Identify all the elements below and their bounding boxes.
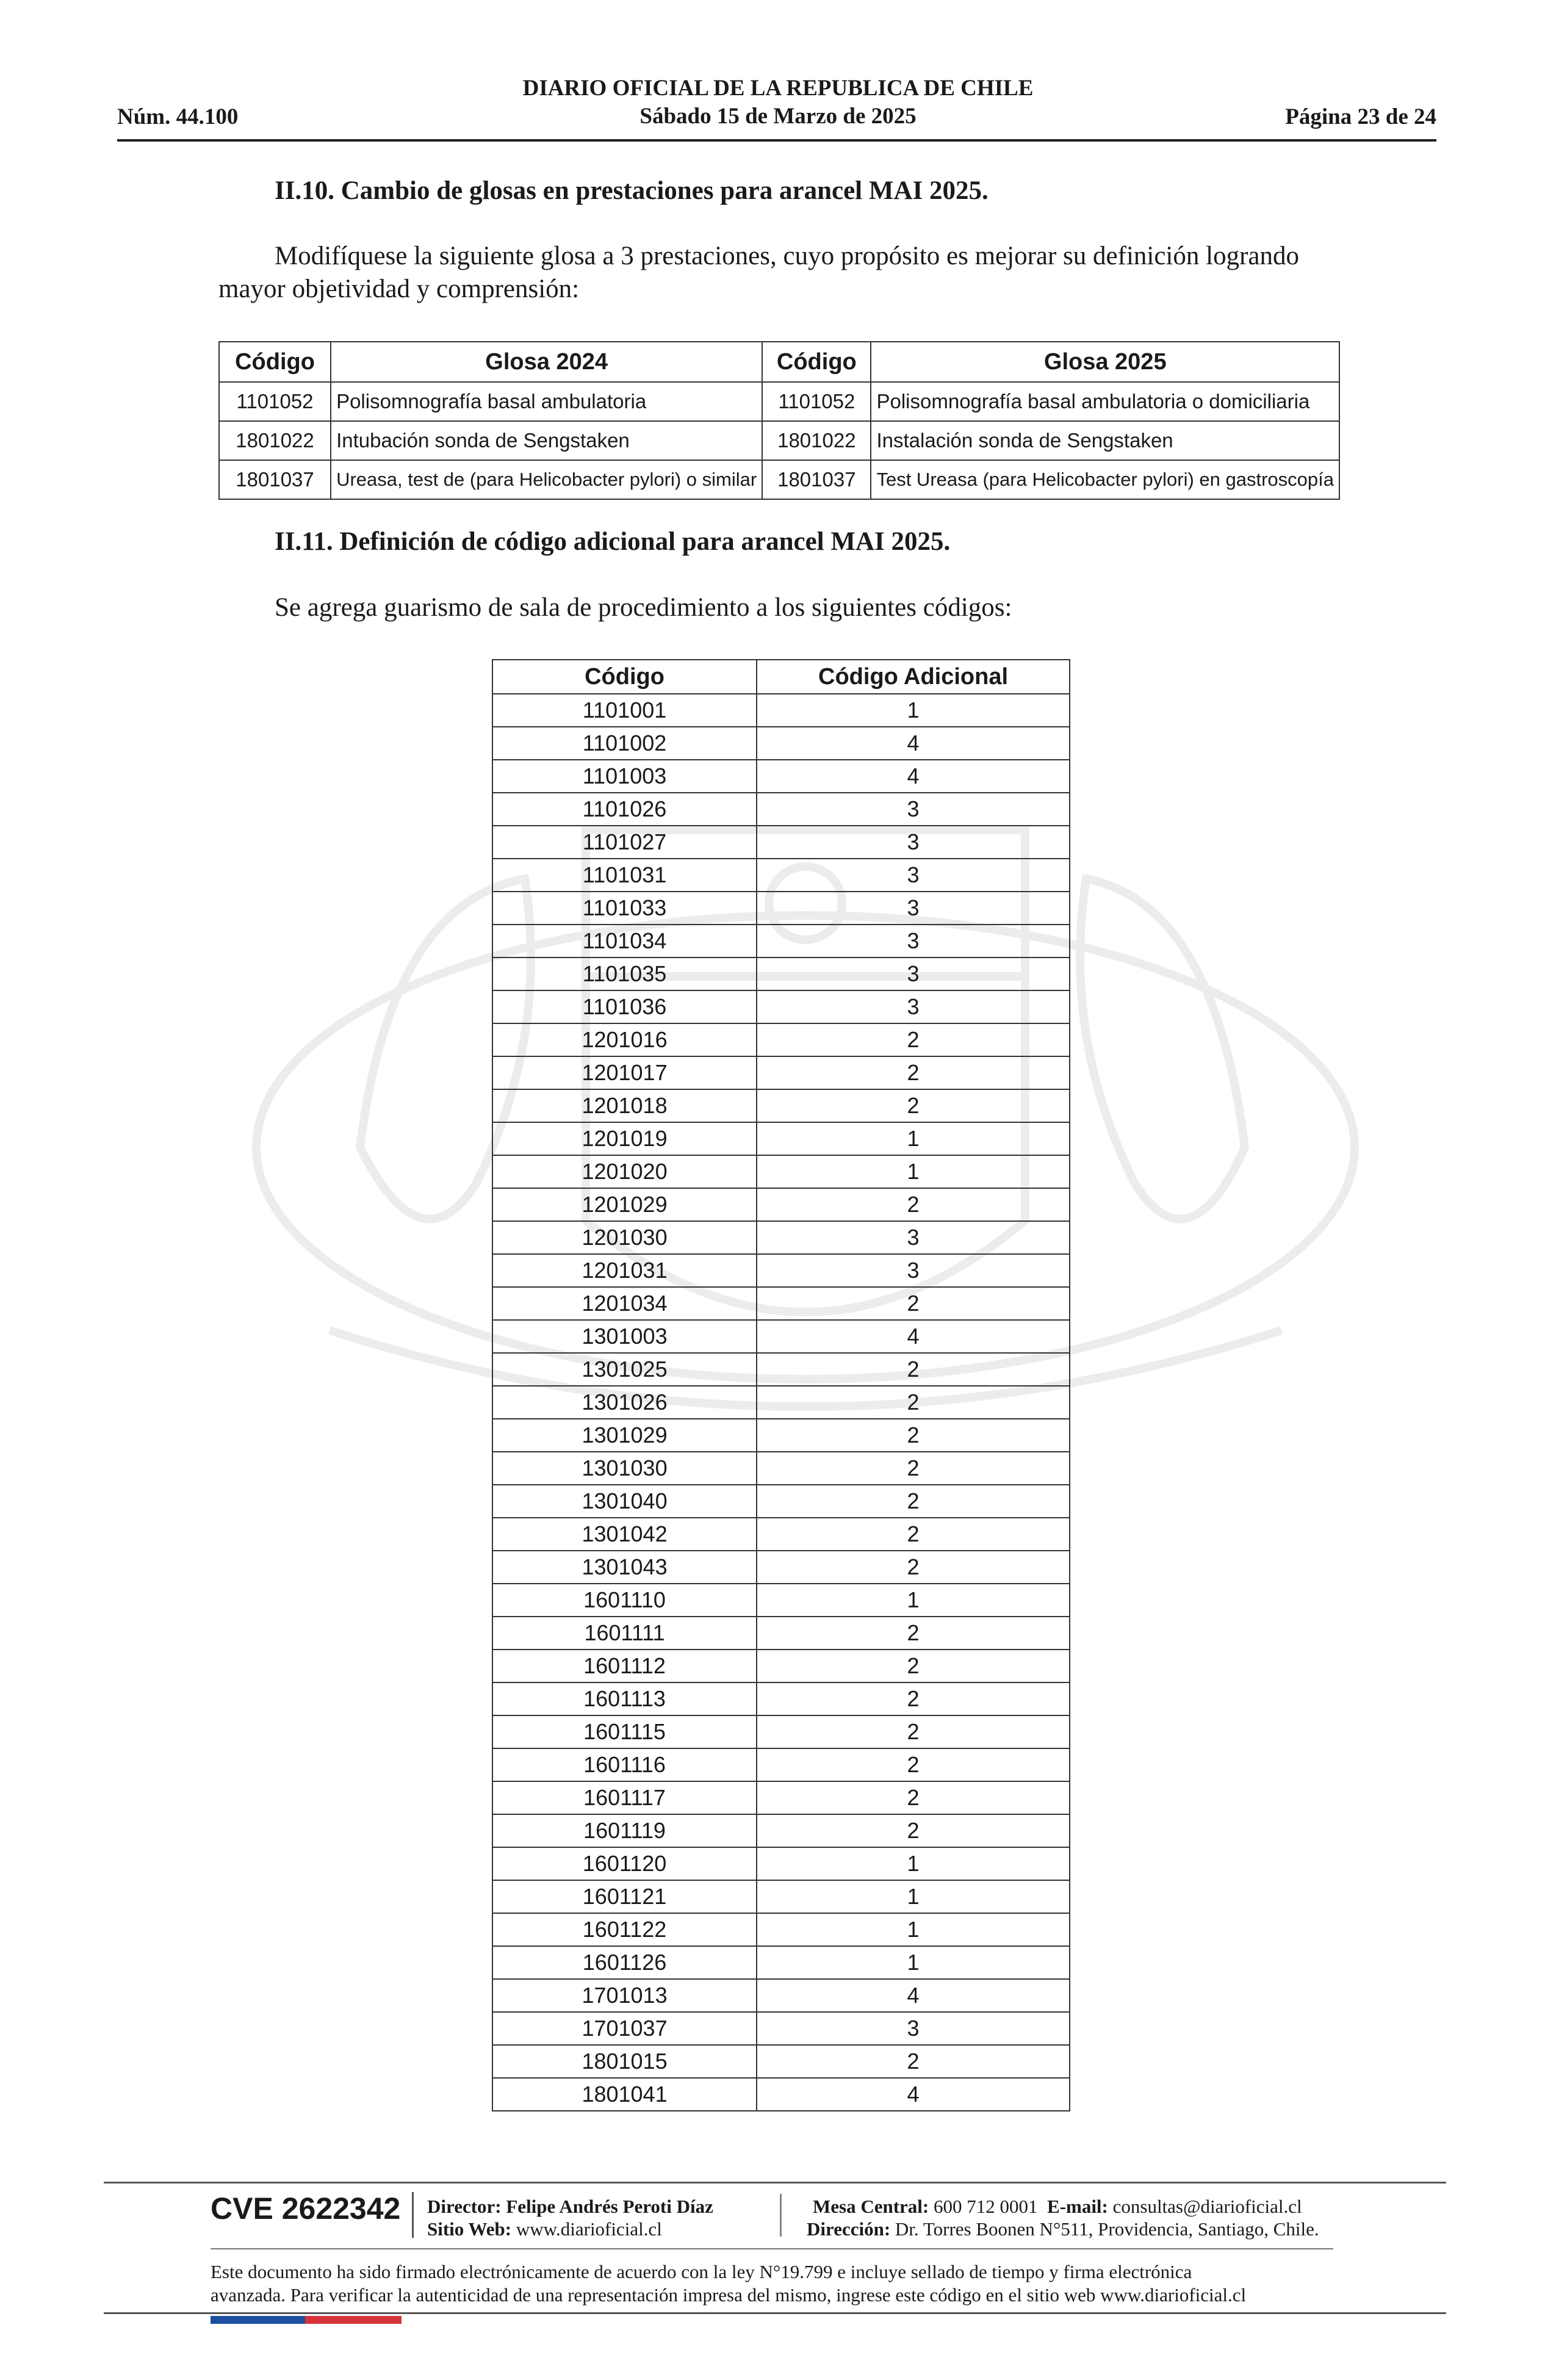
code-cell: 1101002: [492, 727, 757, 760]
additional-code-cell: 2: [757, 1518, 1070, 1551]
code-cell: 1101052: [219, 382, 331, 421]
footer-divider-bottom: [104, 2312, 1446, 2314]
table-row: [492, 1023, 1070, 1056]
table-row: [492, 1617, 1070, 1650]
section-11-paragraph: Se agrega guarismo de sala de procedimiento a los siguientes códigos:: [275, 593, 1012, 622]
additional-code-cell: 2: [757, 1089, 1070, 1122]
code-cell: 1201019: [492, 1122, 757, 1155]
code-cell: 1101034: [492, 925, 757, 957]
additional-code-cell: 4: [757, 760, 1070, 793]
code-cell: 1301025: [492, 1353, 757, 1386]
additional-code-cell: 1: [757, 694, 1070, 727]
table-row: [492, 1419, 1070, 1452]
additional-code-cell: 4: [757, 1979, 1070, 2012]
additional-code-cell: 3: [757, 1221, 1070, 1254]
contact-line: [807, 2195, 1338, 2218]
table-row: [492, 694, 1070, 727]
director-label: Director:: [427, 2196, 502, 2217]
page-number: Página 23 de 24: [1285, 104, 1436, 129]
code-cell: 1601117: [492, 1781, 757, 1814]
additional-code-cell: 2: [757, 1650, 1070, 1682]
additional-code-cell: 3: [757, 859, 1070, 892]
additional-code-cell: 2: [757, 1617, 1070, 1650]
additional-code-cell: 3: [757, 990, 1070, 1023]
table-row: [492, 2012, 1070, 2045]
glosa-cell: Polisomnografía basal ambulatoria o domiciliaria: [871, 382, 1339, 421]
footer-divider-top: [104, 2182, 1446, 2183]
table-row: [492, 1287, 1070, 1320]
additional-code-cell: 2: [757, 1419, 1070, 1452]
additional-code-cell: 2: [757, 1814, 1070, 1847]
additional-code-cell: 1: [757, 1913, 1070, 1946]
code-cell: 1601121: [492, 1880, 757, 1913]
website-label: Sitio Web:: [427, 2218, 512, 2240]
mesa-label: Mesa Central:: [813, 2196, 929, 2217]
table-row: [492, 1089, 1070, 1122]
additional-code-cell: 4: [757, 1320, 1070, 1353]
additional-code-cell: 2: [757, 2045, 1070, 2078]
publication-name: DIARIO OFICIAL DE LA REPUBLICA DE CHILE: [522, 76, 1034, 101]
additional-code-cell: 1: [757, 1847, 1070, 1880]
signature-note-line1: Este documento ha sido firmado electrónicamente de acuerdo con la ley N°19.799 e incluye sellado de tiempo y firma electrónica: [211, 2261, 1192, 2282]
section-11-title: II.11. Definición de código adicional para arancel MAI 2025.: [275, 527, 951, 556]
column-header: Código Adicional: [757, 660, 1070, 694]
additional-code-cell: 1: [757, 1122, 1070, 1155]
flag-stripe-blue: [211, 2316, 305, 2324]
table-row: [492, 859, 1070, 892]
code-cell: 1201029: [492, 1188, 757, 1221]
table-row: [492, 2078, 1070, 2111]
additional-code-cell: 3: [757, 826, 1070, 859]
additional-code-cell: 3: [757, 1254, 1070, 1287]
additional-code-cell: 2: [757, 1781, 1070, 1814]
table-row: [492, 1485, 1070, 1518]
table-row: [492, 1254, 1070, 1287]
additional-code-cell: 2: [757, 1748, 1070, 1781]
code-cell: 1601120: [492, 1847, 757, 1880]
code-cell: 1701013: [492, 1979, 757, 2012]
table-row: [492, 1847, 1070, 1880]
signature-note-line2: avanzada. Para verificar la autenticidad de una representación impresa del mismo, ingrese este código en el sitio web www.diarioficial.cl: [211, 2284, 1247, 2306]
address-line: [807, 2218, 1338, 2240]
glosa-cell: Polisomnografía basal ambulatoria: [331, 382, 762, 421]
code-cell: 1201017: [492, 1056, 757, 1089]
footer-separator: [780, 2194, 782, 2237]
table-row: [492, 1946, 1070, 1979]
code-cell: 1201020: [492, 1155, 757, 1188]
code-cell: 1601122: [492, 1913, 757, 1946]
section-10-paragraph-line1: Modifíquese la siguiente glosa a 3 prestaciones, cuyo propósito es mejorar su definición logrando: [275, 242, 1299, 270]
glosa-cell: Test Ureasa (para Helicobacter pylori) en gastroscopía: [871, 460, 1339, 499]
website-line: [427, 2218, 713, 2240]
table-row: [492, 1682, 1070, 1715]
glosas-table: [218, 341, 1340, 500]
code-cell: 1101052: [762, 382, 871, 421]
code-cell: 1101027: [492, 826, 757, 859]
code-cell: 1201030: [492, 1221, 757, 1254]
additional-code-cell: 3: [757, 892, 1070, 925]
table-row: [492, 1056, 1070, 1089]
code-cell: 1301026: [492, 1386, 757, 1419]
email-label: E-mail:: [1047, 2196, 1108, 2217]
additional-code-cell: 2: [757, 1551, 1070, 1584]
additional-code-cell: 2: [757, 1452, 1070, 1485]
flag-stripe-red: [305, 2316, 402, 2324]
additional-code-cell: 3: [757, 925, 1070, 957]
table-row: [492, 1748, 1070, 1781]
cve-code: CVE 2622342: [211, 2191, 401, 2226]
additional-code-cell: 2: [757, 1386, 1070, 1419]
table-row: [492, 1518, 1070, 1551]
code-cell: 1601110: [492, 1584, 757, 1617]
code-cell: 1301003: [492, 1320, 757, 1353]
table-row: [492, 1584, 1070, 1617]
table-row: [492, 826, 1070, 859]
table-row: [492, 1320, 1070, 1353]
code-cell: 1301040: [492, 1485, 757, 1518]
table-row: [492, 1880, 1070, 1913]
glosa-cell: Intubación sonda de Sengstaken: [331, 421, 762, 460]
footer-divider-mid: [211, 2248, 1333, 2249]
additional-code-cell: 2: [757, 1287, 1070, 1320]
mesa-phone: 600 712 0001: [934, 2196, 1038, 2217]
additional-code-cell: 3: [757, 2012, 1070, 2045]
code-cell: 1601112: [492, 1650, 757, 1682]
section-10-paragraph-line2: mayor objetividad y comprensión:: [218, 275, 580, 303]
additional-code-cell: 2: [757, 1715, 1070, 1748]
footer-contact-block: [807, 2195, 1338, 2240]
additional-code-cell: 3: [757, 793, 1070, 826]
table-row: [492, 1715, 1070, 1748]
code-cell: 1601116: [492, 1748, 757, 1781]
additional-code-cell: 2: [757, 1188, 1070, 1221]
additional-code-cell: 4: [757, 727, 1070, 760]
director-name: Felipe Andrés Peroti Díaz: [506, 2196, 713, 2217]
table-row: [492, 990, 1070, 1023]
additional-code-cell: 2: [757, 1056, 1070, 1089]
column-header: Código: [219, 342, 331, 382]
table-row: [492, 1650, 1070, 1682]
additional-code-cell: 2: [757, 1485, 1070, 1518]
code-cell: 1301029: [492, 1419, 757, 1452]
table-row: [492, 1781, 1070, 1814]
code-cell: 1801037: [762, 460, 871, 499]
table-row: [492, 1353, 1070, 1386]
code-cell: 1801015: [492, 2045, 757, 2078]
website-link[interactable]: www.diarioficial.cl: [516, 2218, 662, 2240]
code-cell: 1601111: [492, 1617, 757, 1650]
table-header-row: [219, 342, 1339, 382]
column-header: Código: [762, 342, 871, 382]
code-cell: 1201034: [492, 1287, 757, 1320]
signature-note: [211, 2260, 1370, 2307]
table-row: [219, 460, 1339, 499]
column-header: Glosa 2024: [331, 342, 762, 382]
table-row: [492, 1814, 1070, 1847]
glosa-cell: Ureasa, test de (para Helicobacter pylori) o similar: [331, 460, 762, 499]
footer-separator: [412, 2192, 414, 2238]
additional-code-cell: 2: [757, 1682, 1070, 1715]
codigo-adicional-table: [492, 659, 1070, 2111]
code-cell: 1101026: [492, 793, 757, 826]
code-cell: 1201031: [492, 1254, 757, 1287]
code-cell: 1201018: [492, 1089, 757, 1122]
issue-number: Núm. 44.100: [117, 104, 239, 129]
code-cell: 1301043: [492, 1551, 757, 1584]
code-cell: 1201016: [492, 1023, 757, 1056]
additional-code-cell: 3: [757, 957, 1070, 990]
code-cell: 1301042: [492, 1518, 757, 1551]
table-row: [492, 2045, 1070, 2078]
table-row: [492, 892, 1070, 925]
table-row: [492, 957, 1070, 990]
glosa-cell: Instalación sonda de Sengstaken: [871, 421, 1339, 460]
code-cell: 1101036: [492, 990, 757, 1023]
table-row: [492, 1188, 1070, 1221]
table-row: [492, 1913, 1070, 1946]
code-cell: 1101033: [492, 892, 757, 925]
table-row: [219, 382, 1339, 421]
code-cell: 1601113: [492, 1682, 757, 1715]
additional-code-cell: 1: [757, 1584, 1070, 1617]
code-cell: 1301030: [492, 1452, 757, 1485]
code-cell: 1801022: [219, 421, 331, 460]
table-row: [492, 727, 1070, 760]
table-row: [492, 1979, 1070, 2012]
code-cell: 1801041: [492, 2078, 757, 2111]
table-row: [492, 793, 1070, 826]
director-line: [427, 2195, 713, 2218]
additional-code-cell: 4: [757, 2078, 1070, 2111]
table-row: [492, 1551, 1070, 1584]
code-cell: 1801022: [762, 421, 871, 460]
code-cell: 1101031: [492, 859, 757, 892]
address-label: Dirección:: [807, 2218, 891, 2240]
table-row: [492, 1452, 1070, 1485]
column-header: Glosa 2025: [871, 342, 1339, 382]
table-row: [492, 1155, 1070, 1188]
additional-code-cell: 2: [757, 1353, 1070, 1386]
publication-date: Sábado 15 de Marzo de 2025: [639, 104, 917, 129]
email-link[interactable]: consultas@diarioficial.cl: [1112, 2196, 1302, 2217]
table-row: [492, 1386, 1070, 1419]
column-header: Código: [492, 660, 757, 694]
table-header-row: [492, 660, 1070, 694]
code-cell: 1601126: [492, 1946, 757, 1979]
footer-director-block: [427, 2195, 713, 2240]
code-cell: 1701037: [492, 2012, 757, 2045]
code-cell: 1601115: [492, 1715, 757, 1748]
additional-code-cell: 1: [757, 1880, 1070, 1913]
table-row: [219, 421, 1339, 460]
header-divider: [117, 139, 1436, 142]
table-row: [492, 1122, 1070, 1155]
table-row: [492, 760, 1070, 793]
code-cell: 1601119: [492, 1814, 757, 1847]
additional-code-cell: 2: [757, 1023, 1070, 1056]
code-cell: 1101001: [492, 694, 757, 727]
section-10-title: II.10. Cambio de glosas en prestaciones para arancel MAI 2025.: [275, 176, 989, 205]
code-cell: 1101003: [492, 760, 757, 793]
table-row: [492, 1221, 1070, 1254]
address-value: Dr. Torres Boonen N°511, Providencia, Santiago, Chile.: [895, 2218, 1319, 2240]
table-row: [492, 925, 1070, 957]
code-cell: 1801037: [219, 460, 331, 499]
code-cell: 1101035: [492, 957, 757, 990]
additional-code-cell: 1: [757, 1946, 1070, 1979]
additional-code-cell: 1: [757, 1155, 1070, 1188]
